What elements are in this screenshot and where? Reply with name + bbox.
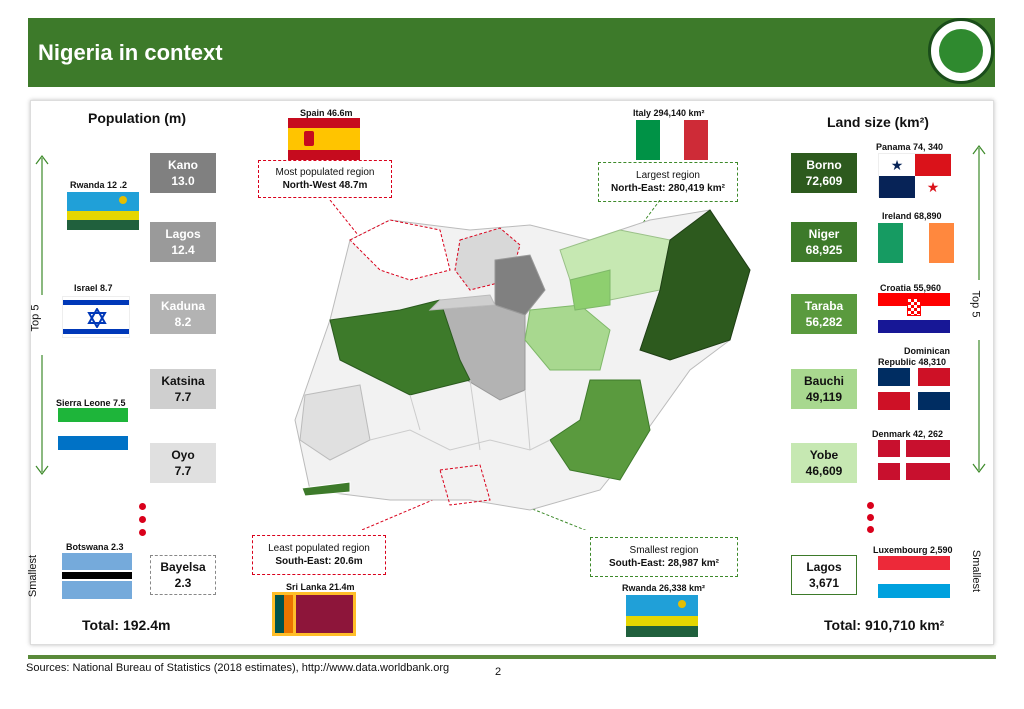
callout-value: South-East: 20.6m bbox=[275, 556, 363, 567]
ireland-flag-icon bbox=[878, 223, 954, 263]
land-box-niger bbox=[791, 222, 857, 262]
land-box-name: Lagos bbox=[806, 560, 842, 574]
nipc-logo bbox=[928, 18, 994, 84]
ellipsis-dot bbox=[867, 514, 874, 521]
land-box-bauchi bbox=[791, 369, 857, 409]
dominican-republic-flag-icon bbox=[878, 368, 950, 410]
nigeria-map bbox=[290, 200, 760, 530]
footer-divider bbox=[28, 655, 996, 659]
italy-flag-icon bbox=[636, 120, 708, 160]
pop-box-katsina bbox=[150, 369, 216, 409]
callout-largest bbox=[598, 162, 738, 202]
croatia-flag-icon bbox=[878, 293, 950, 333]
pop-box-name: Oyo bbox=[171, 448, 195, 462]
country-label-croatia: Croatia 55,960 bbox=[880, 283, 942, 293]
land-box-name: Niger bbox=[808, 227, 840, 241]
country-label-sierra-leone: Sierra Leone 7.5 bbox=[56, 398, 126, 408]
pop-box-name: Kano bbox=[168, 158, 198, 172]
spain-flag-icon bbox=[288, 118, 360, 160]
pop-box-name: Lagos bbox=[165, 227, 201, 241]
title-bar bbox=[28, 18, 995, 87]
page-number: 2 bbox=[495, 666, 502, 678]
ellipsis-dot bbox=[867, 502, 874, 509]
pop-box-name: Bayelsa bbox=[160, 560, 206, 574]
land-box-name: Borno bbox=[806, 158, 842, 172]
ellipsis-dot bbox=[139, 529, 146, 536]
rwanda-flag-icon bbox=[67, 192, 139, 230]
land-box-name: Taraba bbox=[804, 299, 844, 313]
page-title: Nigeria in context bbox=[38, 40, 223, 65]
callout-title: Largest region bbox=[636, 170, 700, 181]
ellipsis-dot bbox=[139, 503, 146, 510]
country-label-italy: Italy 294,140 km² bbox=[633, 108, 705, 118]
pop-box-name: Katsina bbox=[161, 374, 205, 388]
pop-box-name: Kaduna bbox=[160, 299, 205, 313]
top5-label-left: Top 5 bbox=[29, 304, 42, 332]
land-box-name: Yobe bbox=[809, 448, 839, 462]
land-box-value: 72,609 bbox=[805, 174, 843, 188]
land-box-yobe bbox=[791, 443, 857, 483]
country-label-botswana: Botswana 2.3 bbox=[66, 542, 124, 552]
pop-box-value: 2.3 bbox=[174, 576, 192, 590]
source-note: Sources: National Bureau of Statistics (2018 estimates), http://www.data.worldbank.org bbox=[26, 662, 450, 674]
botswana-flag-icon bbox=[62, 553, 132, 599]
population-total: Total: 192.4m bbox=[82, 617, 171, 633]
pop-box-value: 12.4 bbox=[171, 243, 195, 257]
top5-label-right: Top 5 bbox=[969, 290, 982, 318]
country-label-rwanda: Rwanda 12 .2 bbox=[70, 180, 128, 190]
sri-lanka-flag-icon bbox=[272, 592, 356, 636]
pop-box-value: 7.7 bbox=[174, 464, 192, 478]
denmark-flag-icon bbox=[878, 440, 950, 480]
pop-box-value: 13.0 bbox=[171, 174, 195, 188]
country-label-panama: Panama 74, 340 bbox=[876, 142, 944, 152]
population-heading: Population (m) bbox=[88, 110, 186, 126]
country-label-spain: Spain 46.6m bbox=[300, 108, 353, 118]
pop-box-kaduna bbox=[150, 294, 216, 334]
land-box-value: 49,119 bbox=[805, 390, 843, 404]
callout-title: Least populated region bbox=[268, 543, 370, 554]
pop-box-lagos bbox=[150, 222, 216, 262]
land-box-value: 46,609 bbox=[805, 464, 843, 478]
pop-box-value: 7.7 bbox=[174, 390, 192, 404]
callout-least-populated bbox=[252, 535, 386, 575]
callout-value: North-West 48.7m bbox=[282, 180, 368, 191]
land-box-value: 56,282 bbox=[805, 315, 843, 329]
sierra-leone-flag-icon bbox=[58, 408, 128, 450]
country-label-sri-lanka: Sri Lanka 21.4m bbox=[286, 582, 355, 592]
country-label-rwanda-land: Rwanda 26,338 km² bbox=[622, 583, 706, 593]
callout-value: South-East: 28,987 km² bbox=[608, 558, 720, 569]
land-total: Total: 910,710 km² bbox=[824, 617, 945, 633]
panama-flag-icon: ★ ★ bbox=[878, 153, 950, 197]
pop-box-kano bbox=[150, 153, 216, 193]
ellipsis-dot bbox=[139, 516, 146, 523]
land-box-borno bbox=[791, 153, 857, 193]
smallest-label-right: Smallest bbox=[970, 549, 983, 593]
country-label-denmark: Denmark 42, 262 bbox=[872, 429, 944, 439]
land-box-name: Bauchi bbox=[803, 374, 844, 388]
country-label-luxembourg: Luxembourg 2,590 bbox=[873, 545, 953, 555]
land-heading: Land size (km²) bbox=[827, 114, 929, 130]
callout-most-populated bbox=[258, 160, 392, 198]
land-box-taraba bbox=[791, 294, 857, 334]
israel-flag-icon bbox=[62, 296, 130, 338]
nigeria-map-emblem-icon bbox=[939, 29, 983, 73]
ellipsis-dot bbox=[867, 526, 874, 533]
smallest-label-left: Smallest bbox=[27, 554, 40, 598]
country-label-dominican: Dominican bbox=[904, 346, 951, 356]
rwanda-flag-icon-2 bbox=[626, 595, 698, 637]
luxembourg-flag-icon bbox=[878, 556, 950, 598]
country-label-dominican-value: Republic 48,310 bbox=[878, 357, 947, 367]
pop-box-oyo bbox=[150, 443, 216, 483]
country-label-ireland: Ireland 68,890 bbox=[882, 211, 942, 221]
callout-title: Smallest region bbox=[629, 545, 699, 556]
land-box-value: 68,925 bbox=[805, 243, 843, 257]
country-label-israel: Israel 8.7 bbox=[74, 283, 113, 293]
pop-box-bayelsa bbox=[150, 555, 216, 595]
pop-box-value: 8.2 bbox=[174, 315, 192, 329]
callout-value: North-East: 280,419 km² bbox=[611, 183, 725, 194]
callout-title: Most populated region bbox=[275, 167, 375, 178]
land-box-lagos bbox=[791, 555, 857, 595]
callout-smallest bbox=[590, 537, 738, 577]
land-box-value: 3,671 bbox=[808, 576, 840, 590]
